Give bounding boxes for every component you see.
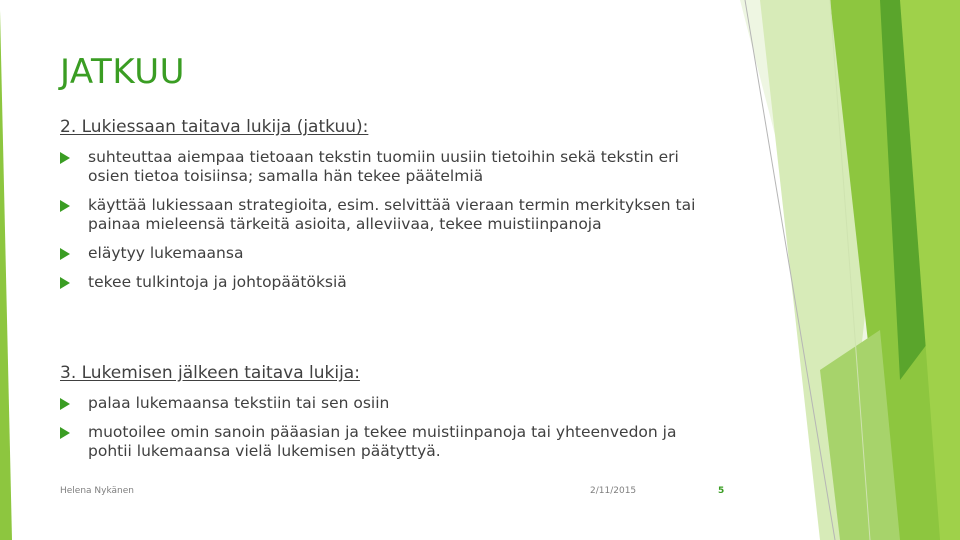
list-item: [60, 394, 720, 413]
bullet-text: tekee tulkintoja ja johtopäätöksiä: [88, 273, 347, 291]
footer-page-number: 5: [718, 486, 725, 496]
bullet-arrow-icon: [60, 427, 70, 439]
bullet-arrow-icon: [60, 398, 70, 410]
bullet-text: muotoilee omin sanoin pääasian ja tekee muistiinpanoja tai yhteenvedon ja pohtii lukemaansa vielä lukemisen päätyttyä.: [88, 423, 677, 460]
section-heading-2: 2. Lukiessaan taitava lukija (jatkuu):: [60, 117, 369, 137]
left-edge-stripe: [0, 10, 12, 540]
bullet-arrow-icon: [60, 248, 70, 260]
footer-author: Helena Nykänen: [60, 486, 134, 496]
slide-title: JATKUU: [60, 52, 185, 92]
bullet-text: palaa lukemaansa tekstiin tai sen osiin: [88, 394, 390, 412]
list-item: [60, 196, 720, 234]
bullet-arrow-icon: [60, 152, 70, 164]
bullet-arrow-icon: [60, 277, 70, 289]
section-heading-3: 3. Lukemisen jälkeen taitava lukija:: [60, 363, 360, 383]
list-item: [60, 244, 720, 263]
list-item: [60, 148, 720, 186]
bullet-text: eläytyy lukemaansa: [88, 244, 244, 262]
bullet-arrow-icon: [60, 200, 70, 212]
bullet-text: käyttää lukiessaan strategioita, esim. selvittää vieraan termin merkityksen tai painaa mieleensä tärkeitä asioita, alleviivaa, tekee muistiinpanoja: [88, 196, 696, 233]
bullet-list-section-2: [60, 148, 720, 302]
list-item: [60, 423, 720, 461]
bullet-list-section-3: [60, 394, 720, 471]
footer-date: 2/11/2015: [590, 486, 637, 496]
bullet-text: suhteuttaa aiempaa tietoaan tekstin tuomiin uusiin tietoihin sekä tekstin eri osien tietoa toisiinsa; samalla hän tekee päätelmiä: [88, 148, 679, 185]
list-item: [60, 273, 720, 292]
